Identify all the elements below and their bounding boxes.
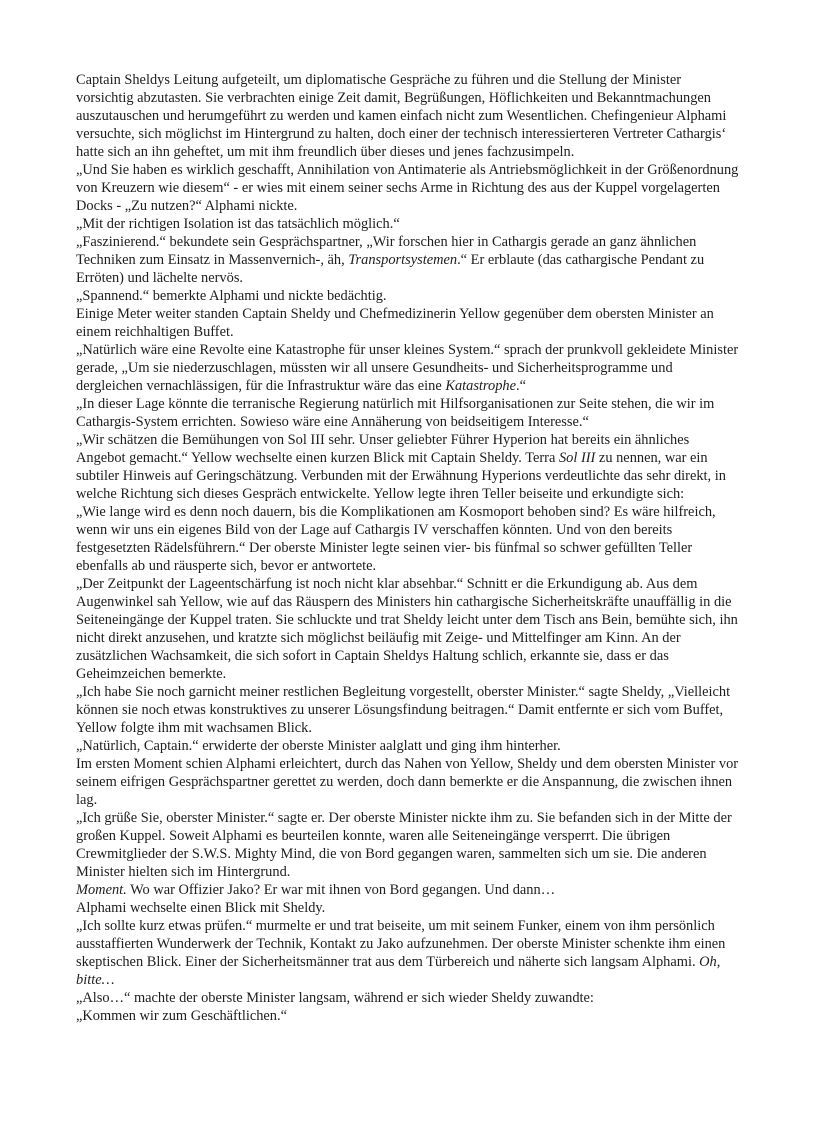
- text-run: „Kommen wir zum Geschäftlichen.“: [76, 1008, 287, 1024]
- paragraph: [76, 431, 740, 503]
- paragraph: [76, 215, 740, 233]
- text-run: „In dieser Lage könnte die terranische Regierung natürlich mit Hilfsorganisationen zur Seite stehen, die wir im Cathargis-System errichten. Sowieso wäre eine Annäherung von beidseitigem Interesse.“: [76, 396, 715, 430]
- text-run: Im ersten Moment schien Alphami erleichtert, durch das Nahen von Yellow, Sheldy und dem obersten Minister vor seinem eifrigen Gesprächspartner gerettet zu werden, doch dann bemerkte er die Anspannung, die zwischen ihnen lag.: [76, 756, 739, 808]
- text-run: „Wie lange wird es denn noch dauern, bis die Komplikationen am Kosmoport behoben sind? Es wäre hilfreich, wenn wir uns ein eigenes Bild von der Lage auf Cathargis IV verschaffen könnten. Und von den bereits festgesetzten Rädelsführern.“ Der oberste Minister legte seinen vier- bis fünfmal so schwer gefüllten Teller ebenfalls ab und räusperte sich, bevor er antwortete.: [76, 504, 716, 574]
- paragraph: [76, 989, 740, 1007]
- text-run: .“ Er erblaute (das cathargische Pendant zu Erröten) und lächelte nervös.: [76, 252, 705, 286]
- paragraph: [76, 917, 740, 989]
- text-run: „Und Sie haben es wirklich geschafft, Annihilation von Antimaterie als Antriebsmöglichkeit in der Größenordnung von Kreuzern wie diesem“ - er wies mit einem seiner sechs Arme in Richtung des aus der Kuppel vorgelagerten Docks - „Zu nutzen?“ Alphami nickte.: [76, 162, 739, 214]
- italic-text-run: Sol III: [558, 450, 596, 466]
- italic-text-run: Oh, bitte…: [76, 954, 721, 988]
- text-run: „Wir schätzen die Bemühungen von Sol III sehr. Unser geliebter Führer Hyperion hat bereits ein ähnliches Angebot gemacht.“ Yellow wechselte einen kurzen Blick mit Captain Sheldy. Terra: [76, 432, 690, 466]
- paragraph: [76, 575, 740, 683]
- paragraph: [76, 161, 740, 215]
- italic-text-run: Moment.: [76, 882, 127, 898]
- text-run: „Spannend.“ bemerkte Alphami und nickte bedächtig.: [76, 288, 387, 304]
- italic-text-run: Katastrophe: [445, 378, 516, 394]
- italic-text-run: Transportsystemen: [348, 252, 458, 268]
- text-run: zu nennen, war ein subtiler Hinweis auf Geringschätzung. Verbunden mit der Erwähnung Hyperions verdeutlichte das sehr direkt, in welche Richtung sich dieses Gespräch entwickelte. Yellow legte ihren Teller beiseite und erkundigte sich:: [76, 450, 726, 502]
- text-run: Captain Sheldys Leitung aufgeteilt, um diplomatische Gespräche zu führen und die Stellung der Minister vorsichtig abzutasten. Sie verbrachten einige Zeit damit, Begrüßungen, Höflichkeiten und Bekanntmachungen auszutauschen und herumgeführt zu werden und kamen einfach nicht zum Wesentlichen. Chefingenieur Alphami versuchte, sich möglichst im Hintergrund zu halten, doch einer der technisch interessierteren Vertreter Cathargis‘ hatte sich an ihn geheftet, um mit ihm freundlich über dieses und jenes fachzusimpeln.: [76, 72, 727, 160]
- paragraph: [76, 305, 740, 341]
- text-run: „Ich grüße Sie, oberster Minister.“ sagte er. Der oberste Minister nickte ihm zu. Sie befanden sich in der Mitte der großen Kuppel. Soweit Alphami es beurteilen konnte, waren alle Seiteneingänge versperrt. Die übrigen Crewmitglieder der S.W.S. Mighty Mind, die von Bord gegangen waren, sammelten sich um sie. Die anderen Minister hielten sich im Hintergrund.: [76, 810, 732, 880]
- text-run: „Ich habe Sie noch garnicht meiner restlichen Begleitung vorgestellt, oberster Minister.“ sagte Sheldy, „Vielleicht können sie noch etwas konstruktives zu unserer Lösungsfindung beitragen.“ Damit entfernte er sich vom Buffet, Yellow folgte ihm mit wachsamen Blick.: [76, 684, 731, 736]
- paragraph: [76, 737, 740, 755]
- paragraph: [76, 899, 740, 917]
- paragraph: [76, 809, 740, 881]
- text-run: Wo war Offizier Jako? Er war mit ihnen von Bord gegangen. Und dann…: [126, 882, 556, 898]
- paragraph: [76, 755, 740, 809]
- text-run: „Natürlich wäre eine Revolte eine Katastrophe für unser kleines System.“ sprach der prunkvoll gekleidete Minister gerade, „Um sie niederzuschlagen, müssten wir all unsere Gesundheits- und Sicherheitsprogramme und dergleichen vernachlässigen, für die Infrastruktur wäre das eine: [76, 342, 739, 394]
- paragraph: [76, 71, 740, 161]
- text-run: „Der Zeitpunkt der Lageentschärfung ist noch nicht klar absehbar.“ Schnitt er die Erkundigung ab. Aus dem Augenwinkel sah Yellow, wie auf das Räuspern des Ministers hin cathargische Sicherheitskräfte unauffällig in die Seiteneingänge der Kuppel traten. Sie schluckte und trat Sheldy leicht unter dem Tisch ans Bein, bemühte sich, ihn nicht direkt anzusehen, und kratzte sich möglichst beiläufig mit Zeige- und Mittelfinger am Kinn. An der zusätzlichen Wachsamkeit, die sich sofort in Captain Sheldys Haltung schlich, erkannte sie, dass er das Geheimzeichen bemerkte.: [76, 576, 738, 682]
- page-text: [76, 71, 740, 1025]
- paragraph: [76, 233, 740, 287]
- paragraph: [76, 1007, 740, 1025]
- paragraph: [76, 395, 740, 431]
- paragraph: [76, 503, 740, 575]
- paragraph: [76, 881, 740, 899]
- paragraph: [76, 287, 740, 305]
- text-run: „Ich sollte kurz etwas prüfen.“ murmelte er und trat beiseite, um mit seinem Funker, einem von ihm persönlich ausstaffierten Wunderwerk der Technik, Kontakt zu Jako aufzunehmen. Der oberste Minister schenkte ihm einen skeptischen Blick. Einer der Sicherheitsmänner trat aus dem Türbereich und näherte sich langsam Alphami.: [76, 918, 726, 970]
- paragraph: [76, 341, 740, 395]
- text-run: Einige Meter weiter standen Captain Sheldy und Chefmedizinerin Yellow gegenüber dem obersten Minister an einem reichhaltigen Buffet.: [76, 306, 714, 340]
- text-run: .“: [515, 378, 526, 394]
- text-run: „Also…“ machte der oberste Minister langsam, während er sich wieder Sheldy zuwandte:: [76, 990, 594, 1006]
- paragraph: [76, 683, 740, 737]
- text-run: „Faszinierend.“ bekundete sein Gesprächspartner, „Wir forschen hier in Cathargis gerade an ganz ähnlichen Techniken zum Einsatz in Massenvernich-, äh,: [76, 234, 697, 268]
- text-run: „Natürlich, Captain.“ erwiderte der oberste Minister aalglatt und ging ihm hinterher.: [76, 738, 561, 754]
- text-run: „Mit der richtigen Isolation ist das tatsächlich möglich.“: [76, 216, 400, 232]
- text-run: Alphami wechselte einen Blick mit Sheldy.: [76, 900, 326, 916]
